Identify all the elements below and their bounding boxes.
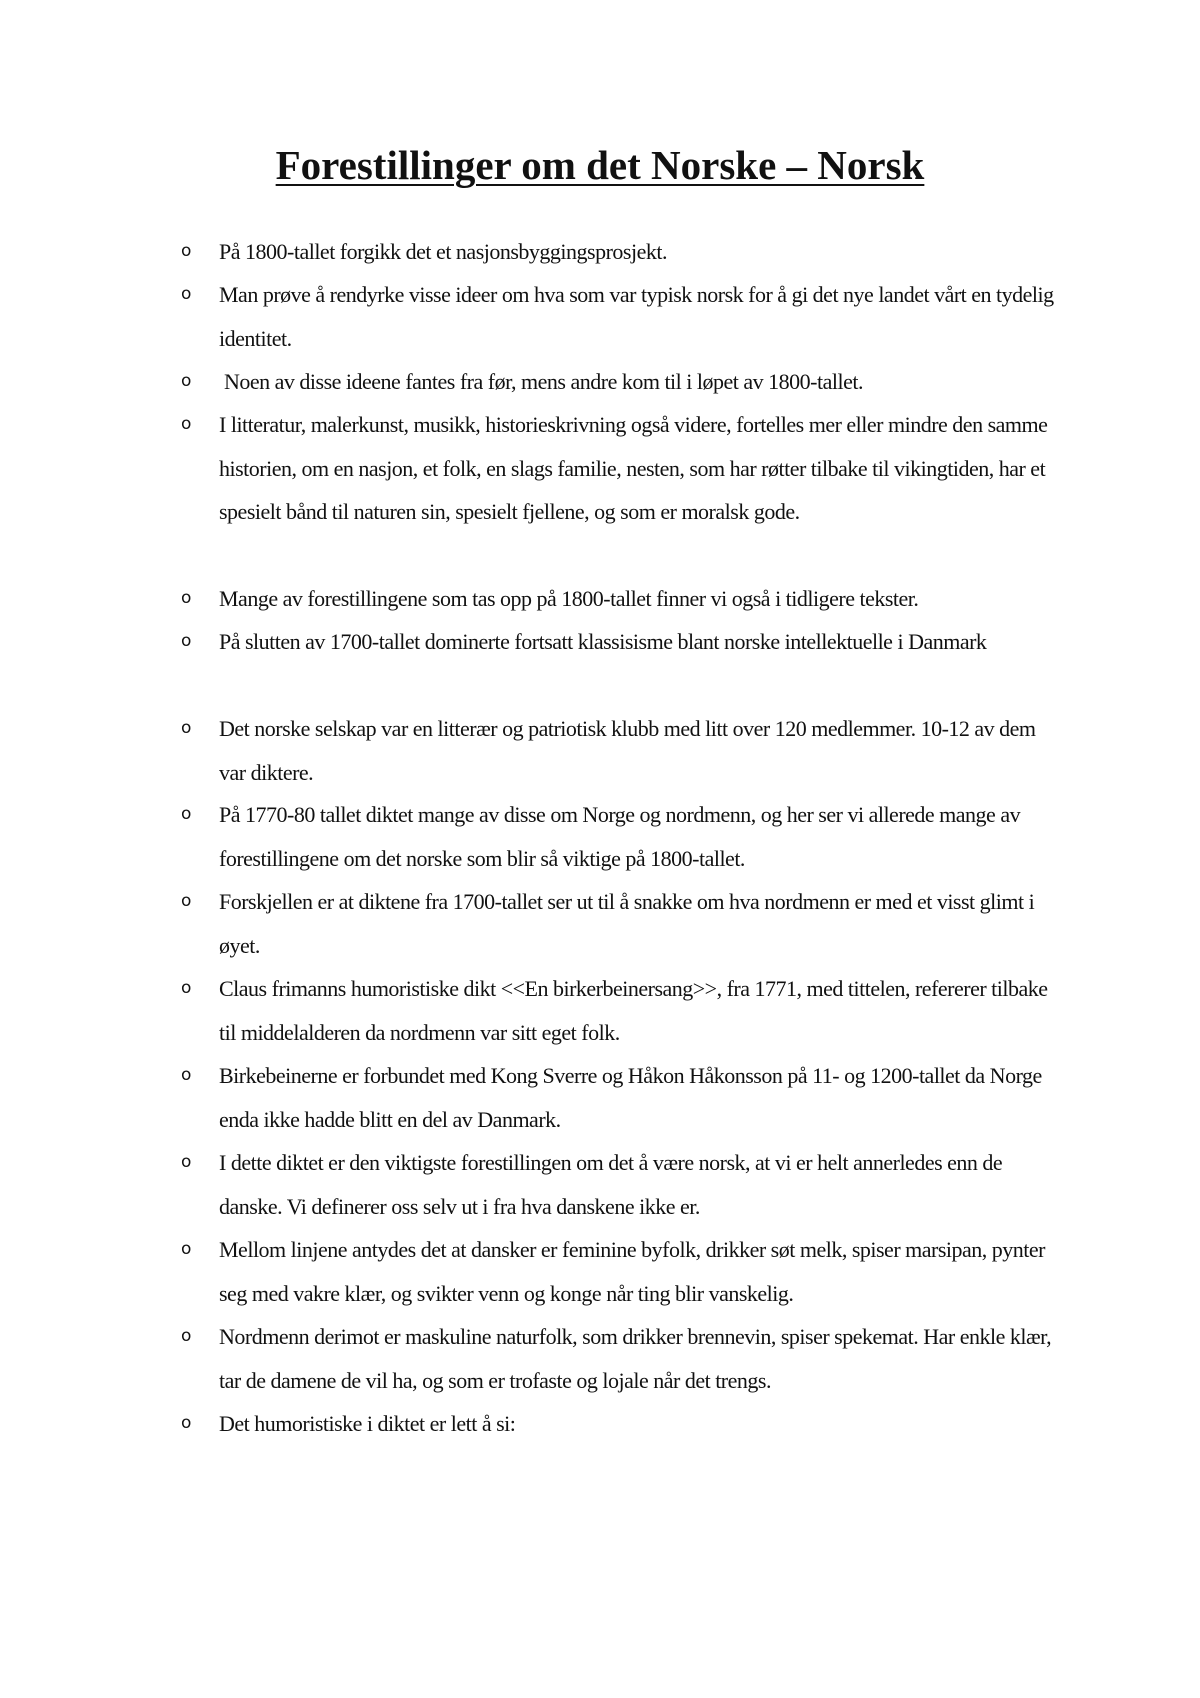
document-title: Forestillinger om det Norske – Norsk bbox=[275, 142, 925, 188]
bullet-marker: o bbox=[181, 371, 192, 391]
list-item-text: På 1800-tallet forgikk det et nasjonsbyggingsprosjekt. bbox=[219, 239, 667, 264]
list-item bbox=[0, 1402, 1064, 1446]
list-item-text: Det norske selskap var en litterær og patriotisk klubb med litt over 120 medlemmer. 10-12 av dem var diktere. bbox=[219, 716, 1036, 785]
bullet-marker: o bbox=[181, 241, 192, 261]
bullet-marker: o bbox=[181, 1152, 192, 1172]
bullet-marker: o bbox=[181, 1065, 192, 1085]
bullet-marker: o bbox=[181, 631, 192, 651]
list-item-text: På slutten av 1700-tallet dominerte fortsatt klassisisme blant norske intellektuelle i Danmark bbox=[219, 629, 987, 654]
list-item bbox=[0, 880, 1064, 967]
bullet-marker: o bbox=[181, 891, 192, 911]
list-item bbox=[0, 1141, 1064, 1228]
bullet-marker: o bbox=[181, 1239, 192, 1259]
bullet-marker: o bbox=[181, 804, 192, 824]
bullet-marker: o bbox=[181, 414, 192, 434]
list-item-text: Noen av disse ideene fantes fra før, mens andre kom til i løpet av 1800-tallet. bbox=[219, 369, 863, 394]
list-item bbox=[0, 230, 1064, 274]
list-item-text: På 1770-80 tallet diktet mange av disse om Norge og nordmenn, og her ser vi allerede mange av forestillingene om det norske som blir så viktige på 1800-tallet. bbox=[219, 802, 1021, 871]
list-item-text: I dette diktet er den viktigste forestillingen om det å være norsk, at vi er helt annerledes enn de danske. Vi definerer oss selv ut i fra hva danskene ikke er. bbox=[219, 1150, 1003, 1219]
list-item bbox=[0, 707, 1064, 794]
list-item-text: Mange av forestillingene som tas opp på 1800-tallet finner vi også i tidligere tekster. bbox=[219, 586, 919, 611]
list-item bbox=[0, 620, 1064, 664]
bullet-marker: o bbox=[181, 978, 192, 998]
bullet-marker: o bbox=[181, 1326, 192, 1346]
list-item-text: Claus frimanns humoristiske dikt <<En birkerbeinersang>>, fra 1771, med tittelen, refererer tilbake til middelalderen da nordmenn var sitt eget folk. bbox=[219, 976, 1048, 1045]
list-item bbox=[0, 273, 1064, 360]
list-item-text: Forskjellen er at diktene fra 1700-tallet ser ut til å snakke om hva nordmenn er med et visst glimt i øyet. bbox=[219, 889, 1035, 958]
bullet-marker: o bbox=[181, 1413, 192, 1433]
bullet-marker: o bbox=[181, 588, 192, 608]
list-item-text: I litteratur, malerkunst, musikk, historieskrivning også videre, fortelles mer eller mindre den samme historien, om en nasjon, et folk, en slags familie, nesten, som har røtter tilbake til vikingtiden, har et spesielt bånd til naturen sin, spesielt fjellene, og som er moralsk gode. bbox=[219, 412, 1048, 525]
list-item bbox=[0, 1315, 1064, 1402]
bullet-marker: o bbox=[181, 718, 192, 738]
bullet-marker: o bbox=[181, 284, 192, 304]
list-item-text: Man prøve å rendyrke visse ideer om hva som var typisk norsk for å gi det nye landet vårt en tydelig identitet. bbox=[219, 282, 1054, 351]
list-item bbox=[0, 1228, 1064, 1315]
list-item bbox=[0, 1054, 1064, 1141]
list-item-text: Mellom linjene antydes det at dansker er feminine byfolk, drikker søt melk, spiser marsipan, pynter seg med vakre klær, og svikter venn og konge når ting blir vanskelig. bbox=[219, 1237, 1045, 1306]
list-item bbox=[0, 793, 1064, 880]
list-item-text: Det humoristiske i diktet er lett å si: bbox=[219, 1411, 516, 1436]
list-item bbox=[0, 967, 1064, 1054]
list-item-text: Nordmenn derimot er maskuline naturfolk, som drikker brennevin, spiser spekemat. Har enkle klær, tar de damene de vil ha, og som er trofaste og lojale når det trengs. bbox=[219, 1324, 1052, 1393]
list-item bbox=[0, 360, 1064, 404]
list-item-text: Birkebeinerne er forbundet med Kong Sverre og Håkon Håkonsson på 11- og 1200-tallet da Norge enda ikke hadde blitt en del av Danmark. bbox=[219, 1063, 1042, 1132]
list-item bbox=[0, 403, 1064, 534]
list-item bbox=[0, 577, 1064, 621]
